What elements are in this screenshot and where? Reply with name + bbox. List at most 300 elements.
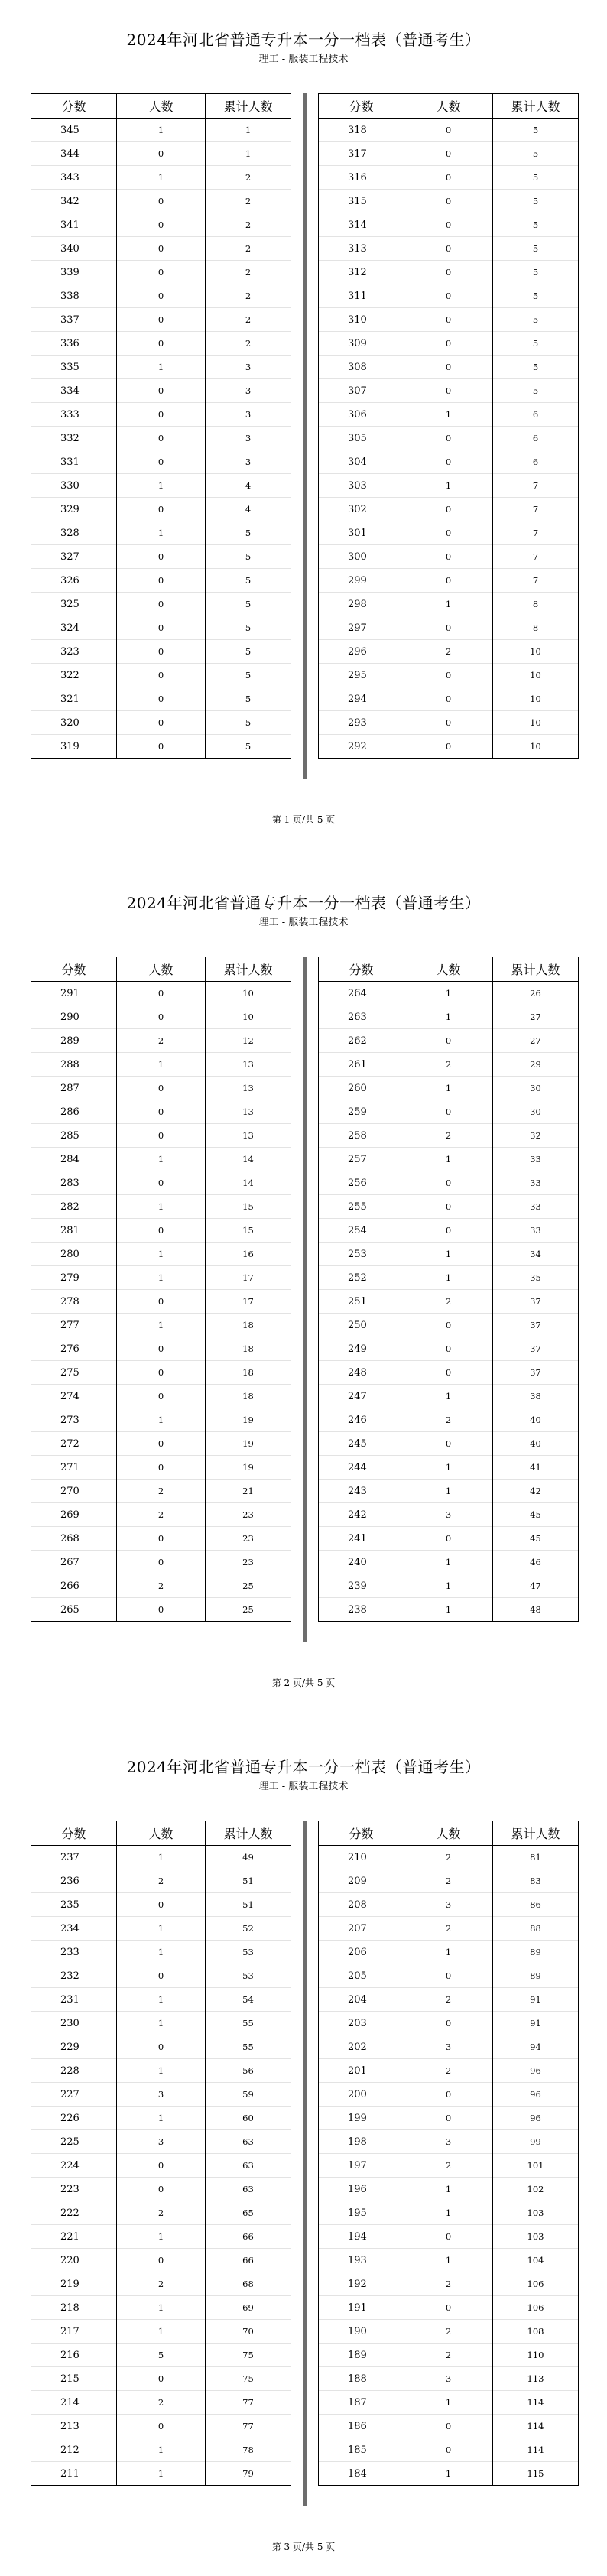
- cell-cumulative: 8: [493, 593, 579, 616]
- cell-count: 1: [404, 1148, 493, 1171]
- cell-score: 271: [31, 1456, 117, 1480]
- cell-count: 1: [117, 356, 206, 379]
- cell-cumulative: 5: [206, 711, 291, 735]
- cell-score: 203: [319, 2012, 404, 2035]
- cell-cumulative: 21: [206, 1480, 291, 1503]
- cell-count: 0: [117, 1124, 206, 1148]
- table-header-row: [319, 957, 579, 982]
- cell-cumulative: 83: [493, 1869, 579, 1893]
- cell-score: 298: [319, 593, 404, 616]
- table-row: [319, 1029, 579, 1053]
- cell-count: 1: [117, 166, 206, 190]
- cell-score: 191: [319, 2296, 404, 2320]
- cell-score: 303: [319, 474, 404, 498]
- cell-count: 0: [404, 237, 493, 261]
- table-row: [31, 1869, 291, 1893]
- cell-cumulative: 19: [206, 1432, 291, 1456]
- cell-score: 199: [319, 2107, 404, 2130]
- cell-count: 1: [404, 2391, 493, 2415]
- cell-cumulative: 13: [206, 1077, 291, 1100]
- cell-count: 0: [117, 616, 206, 640]
- cell-score: 233: [31, 1941, 117, 1964]
- cell-count: 0: [117, 1100, 206, 1124]
- cell-count: 2: [404, 1124, 493, 1148]
- cell-cumulative: 6: [493, 403, 579, 427]
- cell-count: 0: [117, 498, 206, 521]
- cell-count: 2: [117, 1480, 206, 1503]
- cell-score: 224: [31, 2154, 117, 2178]
- cell-count: 2: [404, 1846, 493, 1869]
- table-row: [319, 142, 579, 166]
- cell-score: 230: [31, 2012, 117, 2035]
- cell-score: 261: [319, 1053, 404, 1077]
- cell-score: 184: [319, 2462, 404, 2486]
- cell-cumulative: 46: [493, 1551, 579, 1574]
- cell-count: 0: [404, 261, 493, 284]
- table-row: [319, 1964, 579, 1988]
- table-row: [31, 1266, 291, 1290]
- cell-cumulative: 2: [206, 261, 291, 284]
- cell-score: 333: [31, 403, 117, 427]
- cell-cumulative: 63: [206, 2154, 291, 2178]
- table-row: [31, 1385, 291, 1408]
- table-row: [319, 2083, 579, 2107]
- table-row: [31, 1195, 291, 1219]
- table-row: [31, 593, 291, 616]
- table-row: [319, 2059, 579, 2083]
- table-row: [319, 687, 579, 711]
- cell-count: 0: [404, 664, 493, 687]
- cell-count: 1: [404, 1266, 493, 1290]
- cell-count: 0: [404, 2438, 493, 2462]
- cell-count: 1: [404, 2249, 493, 2272]
- table-row: [319, 427, 579, 450]
- cell-cumulative: 25: [206, 1598, 291, 1622]
- cell-cumulative: 18: [206, 1385, 291, 1408]
- cell-cumulative: 13: [206, 1053, 291, 1077]
- table-row: [31, 474, 291, 498]
- table-row: [319, 1551, 579, 1574]
- table-row: [31, 498, 291, 521]
- cell-count: 0: [117, 1290, 206, 1314]
- table-row: [31, 190, 291, 213]
- cell-score: 270: [31, 1480, 117, 1503]
- cell-cumulative: 47: [493, 1574, 579, 1598]
- cell-cumulative: 51: [206, 1893, 291, 1917]
- score-table-right: [318, 957, 579, 1622]
- cell-cumulative: 13: [206, 1100, 291, 1124]
- cell-cumulative: 114: [493, 2415, 579, 2438]
- cell-score: 269: [31, 1503, 117, 1527]
- cell-count: 0: [404, 379, 493, 403]
- cell-cumulative: 16: [206, 1243, 291, 1266]
- table-row: [31, 2059, 291, 2083]
- cell-cumulative: 5: [206, 593, 291, 616]
- cell-score: 217: [31, 2320, 117, 2344]
- cell-score: 274: [31, 1385, 117, 1408]
- table-row: [319, 1503, 579, 1527]
- cell-score: 345: [31, 119, 117, 142]
- table-row: [31, 1124, 291, 1148]
- cell-count: 0: [404, 2225, 493, 2249]
- cell-score: 235: [31, 1893, 117, 1917]
- cell-cumulative: 5: [206, 735, 291, 759]
- table-row: [31, 142, 291, 166]
- cell-cumulative: 106: [493, 2272, 579, 2296]
- table-row: [319, 1243, 579, 1266]
- cell-score: 306: [319, 403, 404, 427]
- cell-cumulative: 6: [493, 450, 579, 474]
- table-row: [319, 2178, 579, 2201]
- cell-cumulative: 15: [206, 1219, 291, 1243]
- cell-score: 250: [319, 1314, 404, 1337]
- table-row: [31, 2272, 291, 2296]
- cell-count: 0: [404, 616, 493, 640]
- cell-cumulative: 33: [493, 1195, 579, 1219]
- cell-score: 205: [319, 1964, 404, 1988]
- table-row: [319, 1314, 579, 1337]
- table-row: [319, 1480, 579, 1503]
- cell-count: 0: [404, 1219, 493, 1243]
- cell-cumulative: 40: [493, 1432, 579, 1456]
- table-row: [319, 1124, 579, 1148]
- cell-score: 240: [319, 1551, 404, 1574]
- cell-score: 249: [319, 1337, 404, 1361]
- cell-count: 0: [117, 569, 206, 593]
- cell-count: 0: [404, 1432, 493, 1456]
- table-row: [319, 379, 579, 403]
- cell-count: 1: [117, 1408, 206, 1432]
- cell-count: 0: [117, 1077, 206, 1100]
- table-row: [31, 2249, 291, 2272]
- cell-cumulative: 5: [493, 190, 579, 213]
- cell-cumulative: 10: [493, 735, 579, 759]
- table-row: [31, 2438, 291, 2462]
- cell-score: 228: [31, 2059, 117, 2083]
- table-row: [319, 1574, 579, 1598]
- cell-cumulative: 7: [493, 545, 579, 569]
- cell-cumulative: 5: [206, 687, 291, 711]
- table-row: [319, 2249, 579, 2272]
- cell-count: 1: [404, 593, 493, 616]
- table-row: [31, 1527, 291, 1551]
- table-row: [319, 450, 579, 474]
- cell-cumulative: 2: [206, 308, 291, 332]
- cell-cumulative: 1: [206, 142, 291, 166]
- cell-cumulative: 2: [206, 190, 291, 213]
- table-row: [31, 2415, 291, 2438]
- table-row: [31, 2035, 291, 2059]
- cell-score: 256: [319, 1171, 404, 1195]
- cell-count: 2: [404, 1290, 493, 1314]
- table-row: [31, 545, 291, 569]
- cell-score: 188: [319, 2367, 404, 2391]
- cell-score: 295: [319, 664, 404, 687]
- header-score: 分数: [319, 957, 404, 982]
- cell-score: 288: [31, 1053, 117, 1077]
- cell-count: 0: [117, 640, 206, 664]
- cell-count: 2: [404, 1053, 493, 1077]
- table-row: [31, 1243, 291, 1266]
- cell-cumulative: 14: [206, 1148, 291, 1171]
- cell-score: 214: [31, 2391, 117, 2415]
- table-row: [319, 1598, 579, 1622]
- header-count: 人数: [117, 94, 206, 119]
- score-table-left: [31, 93, 291, 759]
- cell-score: 236: [31, 1869, 117, 1893]
- cell-cumulative: 102: [493, 2178, 579, 2201]
- cell-cumulative: 33: [493, 1219, 579, 1243]
- cell-score: 310: [319, 308, 404, 332]
- cell-cumulative: 23: [206, 1503, 291, 1527]
- table-row: [319, 1456, 579, 1480]
- cell-cumulative: 89: [493, 1941, 579, 1964]
- table-row: [31, 521, 291, 545]
- cell-cumulative: 5: [493, 119, 579, 142]
- cell-count: 1: [117, 1917, 206, 1941]
- cell-cumulative: 66: [206, 2249, 291, 2272]
- page-title: 2024年河北省普通专升本一分一档表（普通考生）: [126, 1758, 481, 1776]
- cell-cumulative: 10: [493, 640, 579, 664]
- cell-score: 238: [319, 1598, 404, 1622]
- page-2: [0, 891, 607, 1701]
- cell-score: 237: [31, 1846, 117, 1869]
- cell-count: 3: [117, 2130, 206, 2154]
- cell-count: 0: [404, 450, 493, 474]
- cell-cumulative: 7: [493, 521, 579, 545]
- table-row: [31, 2012, 291, 2035]
- table-row: [31, 569, 291, 593]
- cell-score: 313: [319, 237, 404, 261]
- cell-score: 330: [31, 474, 117, 498]
- cell-cumulative: 37: [493, 1314, 579, 1337]
- cell-cumulative: 103: [493, 2225, 579, 2249]
- cell-count: 0: [404, 190, 493, 213]
- cell-count: 0: [117, 403, 206, 427]
- header-count: 人数: [117, 957, 206, 982]
- cell-count: 1: [404, 474, 493, 498]
- table-row: [319, 521, 579, 545]
- table-row: [319, 332, 579, 356]
- cell-score: 305: [319, 427, 404, 450]
- table-row: [319, 1290, 579, 1314]
- cell-score: 289: [31, 1029, 117, 1053]
- cell-score: 212: [31, 2438, 117, 2462]
- cell-count: 0: [117, 2154, 206, 2178]
- cell-cumulative: 1: [206, 119, 291, 142]
- cell-score: 227: [31, 2083, 117, 2107]
- cell-score: 292: [319, 735, 404, 759]
- cell-cumulative: 3: [206, 450, 291, 474]
- cell-score: 251: [319, 1290, 404, 1314]
- cell-score: 332: [31, 427, 117, 450]
- cell-count: 1: [404, 2178, 493, 2201]
- cell-count: 0: [404, 1100, 493, 1124]
- cell-score: 194: [319, 2225, 404, 2249]
- table-row: [319, 982, 579, 1005]
- cell-score: 266: [31, 1574, 117, 1598]
- cell-count: 0: [404, 2107, 493, 2130]
- cell-cumulative: 75: [206, 2344, 291, 2367]
- cell-count: 2: [404, 2344, 493, 2367]
- table-row: [31, 237, 291, 261]
- cell-count: 0: [117, 2367, 206, 2391]
- cell-count: 1: [404, 1941, 493, 1964]
- cell-cumulative: 30: [493, 1100, 579, 1124]
- cell-count: 1: [404, 2201, 493, 2225]
- cell-score: 241: [319, 1527, 404, 1551]
- cell-score: 307: [319, 379, 404, 403]
- cell-count: 0: [117, 284, 206, 308]
- table-row: [319, 1195, 579, 1219]
- header-cumulative: 累计人数: [206, 94, 291, 119]
- cell-score: 287: [31, 1077, 117, 1100]
- table-row: [319, 1869, 579, 1893]
- cell-count: 1: [404, 403, 493, 427]
- cell-count: 0: [117, 1456, 206, 1480]
- cell-count: 3: [404, 2130, 493, 2154]
- table-row: [31, 1893, 291, 1917]
- cell-cumulative: 115: [493, 2462, 579, 2486]
- cell-score: 248: [319, 1361, 404, 1385]
- cell-cumulative: 2: [206, 332, 291, 356]
- cell-score: 301: [319, 521, 404, 545]
- cell-count: 1: [117, 1988, 206, 2012]
- cell-count: 1: [404, 1456, 493, 1480]
- cell-score: 265: [31, 1598, 117, 1622]
- table-row: [319, 2012, 579, 2035]
- cell-score: 341: [31, 213, 117, 237]
- cell-score: 197: [319, 2154, 404, 2178]
- table-row: [31, 1964, 291, 1988]
- cell-score: 234: [31, 1917, 117, 1941]
- table-row: [31, 1598, 291, 1622]
- cell-score: 290: [31, 1005, 117, 1029]
- header-count: 人数: [404, 1821, 493, 1846]
- cell-score: 244: [319, 1456, 404, 1480]
- table-row: [319, 1527, 579, 1551]
- table-row: [319, 1148, 579, 1171]
- cell-count: 0: [117, 142, 206, 166]
- cell-score: 279: [31, 1266, 117, 1290]
- cell-cumulative: 91: [493, 1988, 579, 2012]
- cell-cumulative: 6: [493, 427, 579, 450]
- cell-cumulative: 55: [206, 2012, 291, 2035]
- cell-cumulative: 5: [493, 356, 579, 379]
- cell-score: 343: [31, 166, 117, 190]
- cell-score: 198: [319, 2130, 404, 2154]
- cell-count: 0: [117, 687, 206, 711]
- cell-count: 0: [404, 2296, 493, 2320]
- table-header-row: [31, 1821, 291, 1846]
- table-row: [31, 640, 291, 664]
- cell-cumulative: 37: [493, 1290, 579, 1314]
- cell-cumulative: 23: [206, 1551, 291, 1574]
- table-row: [31, 2225, 291, 2249]
- cell-cumulative: 99: [493, 2130, 579, 2154]
- cell-score: 304: [319, 450, 404, 474]
- cell-cumulative: 8: [493, 616, 579, 640]
- cell-count: 0: [404, 521, 493, 545]
- cell-score: 312: [319, 261, 404, 284]
- cell-cumulative: 17: [206, 1290, 291, 1314]
- cell-score: 339: [31, 261, 117, 284]
- cell-cumulative: 96: [493, 2059, 579, 2083]
- cell-score: 273: [31, 1408, 117, 1432]
- cell-cumulative: 5: [493, 332, 579, 356]
- cell-score: 218: [31, 2296, 117, 2320]
- cell-score: 314: [319, 213, 404, 237]
- header-score: 分数: [319, 1821, 404, 1846]
- table-row: [319, 1337, 579, 1361]
- cell-score: 264: [319, 982, 404, 1005]
- cell-count: 1: [117, 1148, 206, 1171]
- cell-score: 192: [319, 2272, 404, 2296]
- cell-count: 0: [117, 2415, 206, 2438]
- cell-score: 216: [31, 2344, 117, 2367]
- cell-cumulative: 45: [493, 1527, 579, 1551]
- cell-count: 0: [404, 284, 493, 308]
- cell-cumulative: 48: [493, 1598, 579, 1622]
- cell-cumulative: 18: [206, 1314, 291, 1337]
- cell-cumulative: 65: [206, 2201, 291, 2225]
- page-title: 2024年河北省普通专升本一分一档表（普通考生）: [126, 31, 481, 49]
- cell-cumulative: 40: [493, 1408, 579, 1432]
- cell-cumulative: 51: [206, 1869, 291, 1893]
- cell-score: 280: [31, 1243, 117, 1266]
- table-row: [31, 2296, 291, 2320]
- cell-score: 285: [31, 1124, 117, 1148]
- cell-count: 0: [404, 332, 493, 356]
- cell-count: 0: [117, 664, 206, 687]
- cell-count: 0: [117, 2249, 206, 2272]
- table-row: [319, 1432, 579, 1456]
- table-row: [31, 2130, 291, 2154]
- cell-cumulative: 32: [493, 1124, 579, 1148]
- table-row: [31, 664, 291, 687]
- cell-score: 260: [319, 1077, 404, 1100]
- table-row: [319, 2415, 579, 2438]
- table-row: [31, 1917, 291, 1941]
- cell-cumulative: 35: [493, 1266, 579, 1290]
- table-row: [319, 261, 579, 284]
- cell-score: 222: [31, 2201, 117, 2225]
- cell-count: 0: [404, 1964, 493, 1988]
- table-row: [319, 569, 579, 593]
- table-row: [319, 498, 579, 521]
- cell-score: 263: [319, 1005, 404, 1029]
- cell-cumulative: 5: [206, 545, 291, 569]
- cell-cumulative: 91: [493, 2012, 579, 2035]
- cell-cumulative: 5: [493, 142, 579, 166]
- cell-cumulative: 3: [206, 403, 291, 427]
- cell-count: 0: [404, 356, 493, 379]
- table-row: [319, 1005, 579, 1029]
- cell-count: 0: [404, 711, 493, 735]
- cell-cumulative: 10: [493, 711, 579, 735]
- cell-cumulative: 15: [206, 1195, 291, 1219]
- table-row: [31, 2391, 291, 2415]
- cell-count: 0: [404, 545, 493, 569]
- table-row: [319, 2154, 579, 2178]
- table-row: [319, 1988, 579, 2012]
- cell-count: 2: [404, 1988, 493, 2012]
- cell-cumulative: 5: [493, 166, 579, 190]
- cell-cumulative: 114: [493, 2438, 579, 2462]
- cell-count: 0: [117, 1361, 206, 1385]
- table-row: [319, 1077, 579, 1100]
- cell-count: 0: [404, 1527, 493, 1551]
